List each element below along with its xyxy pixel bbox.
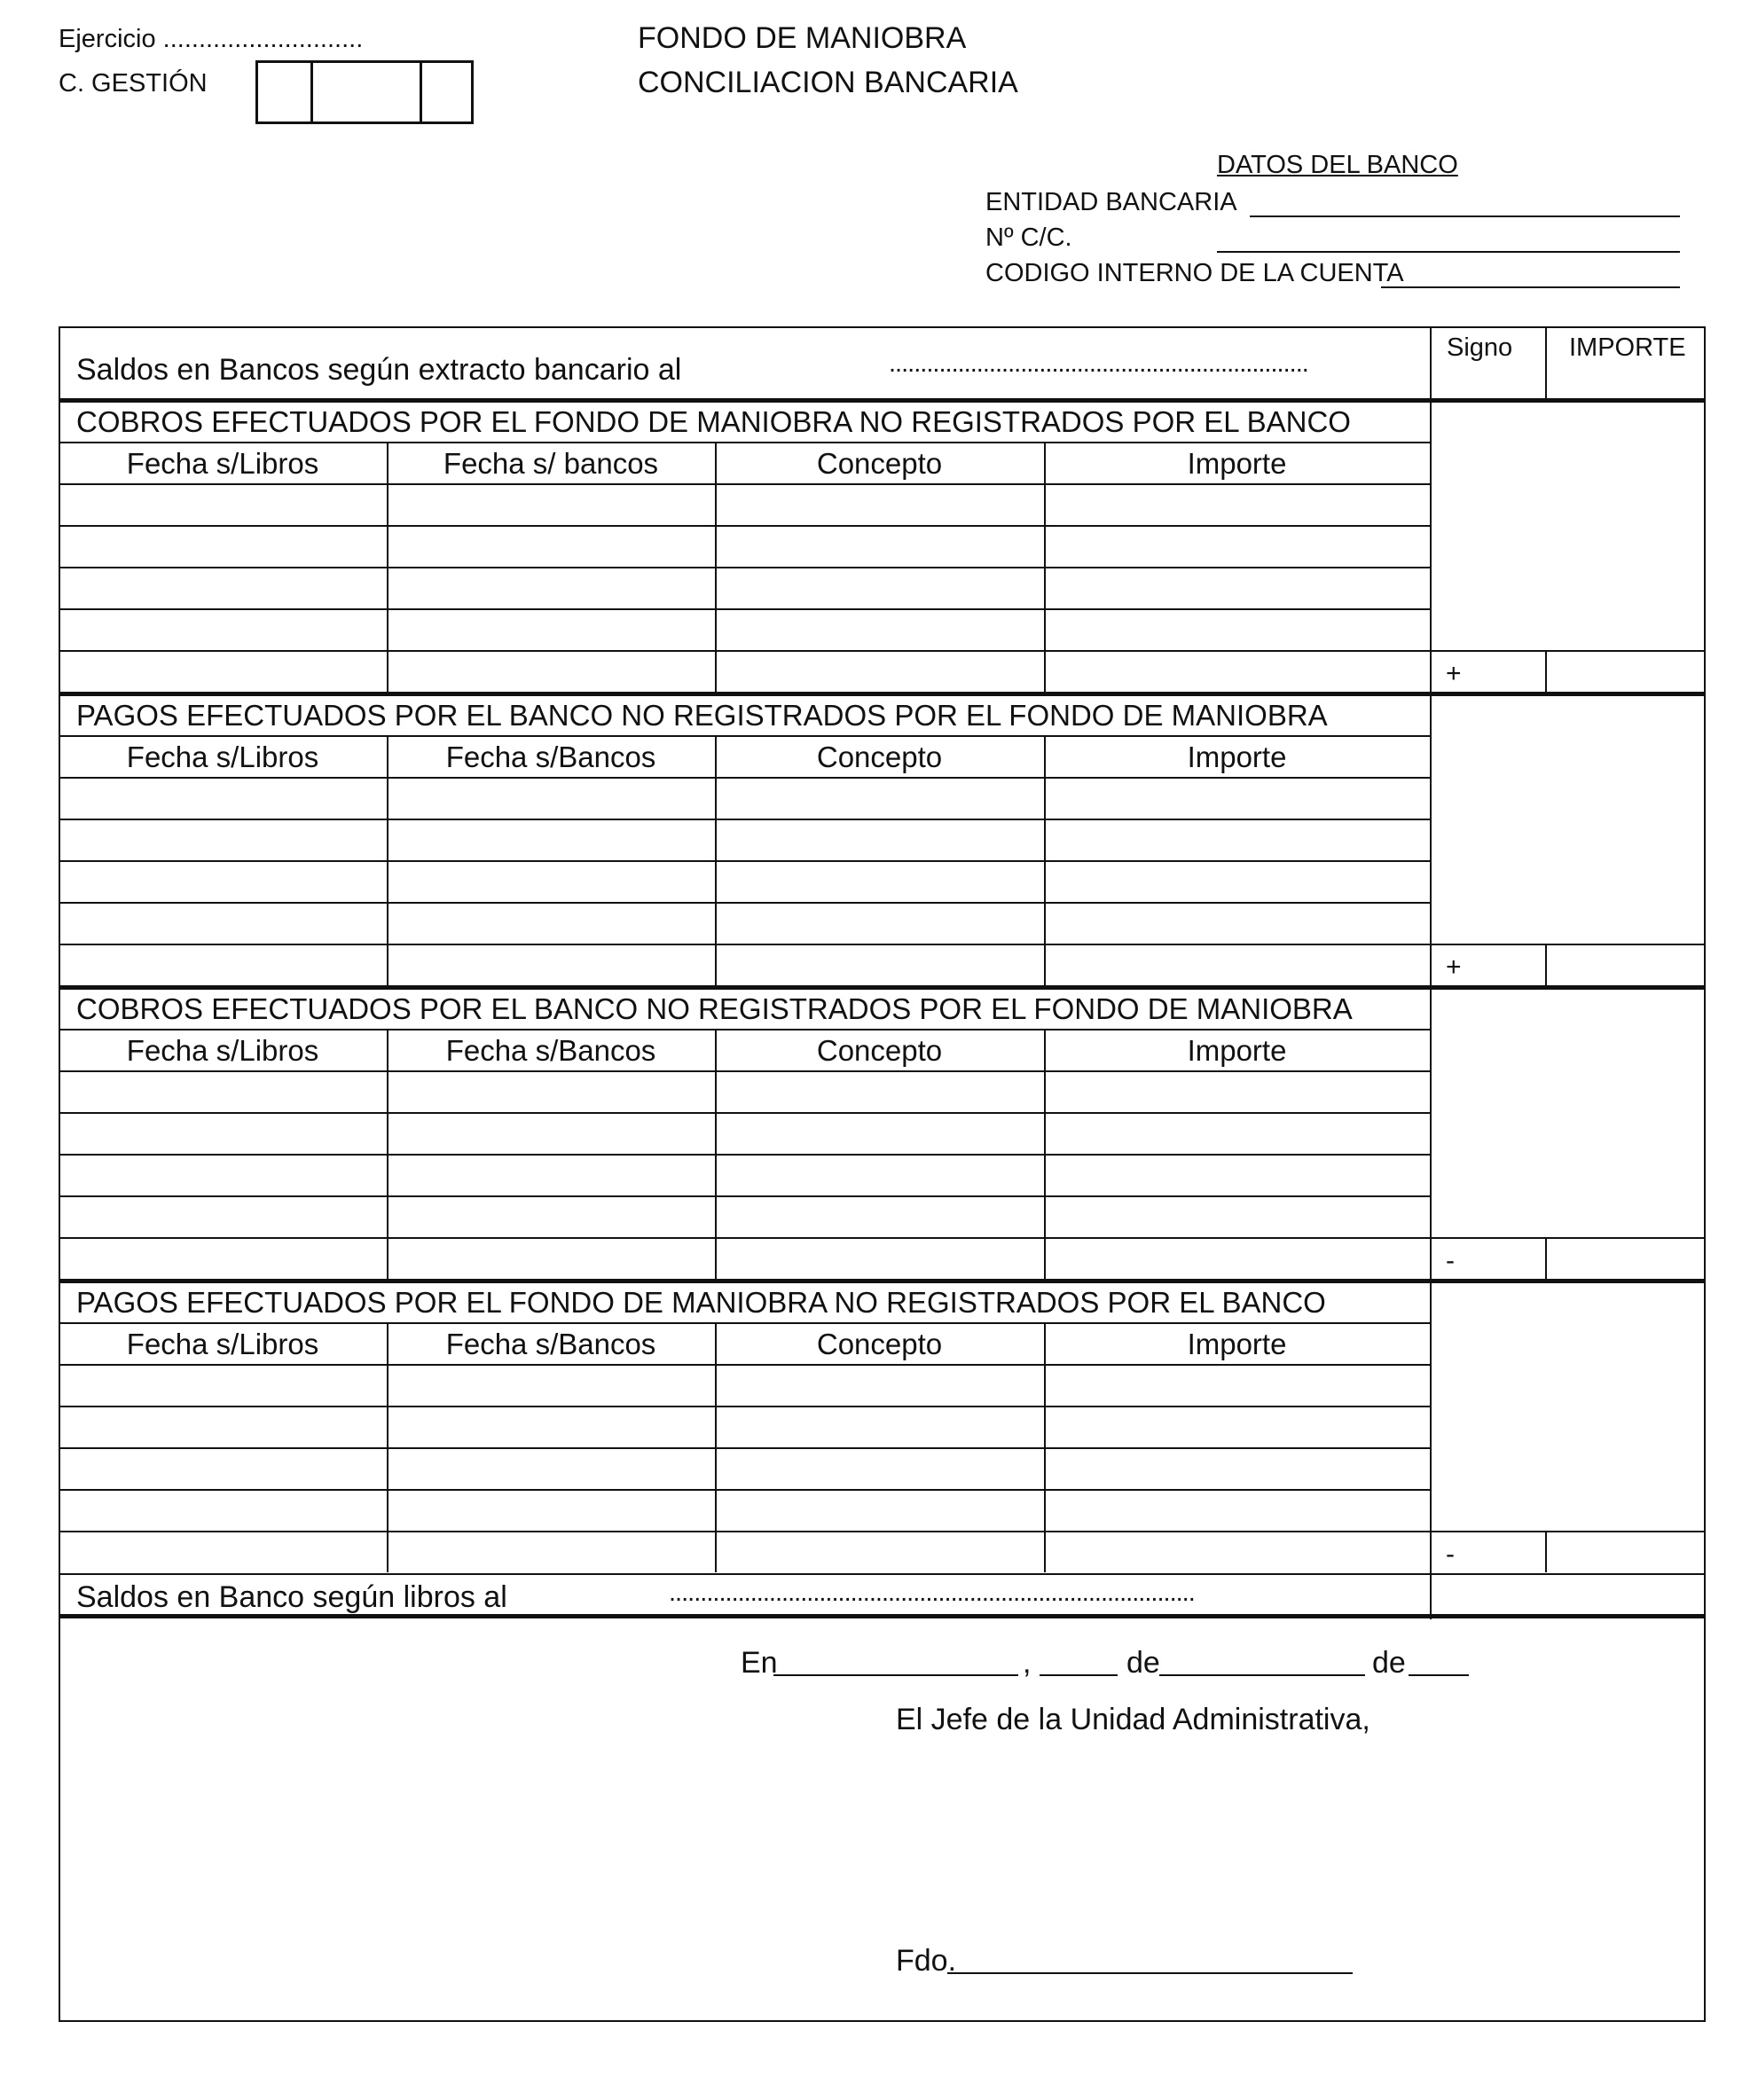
sign-divider — [1545, 650, 1547, 692]
table-cell[interactable] — [1047, 1492, 1427, 1528]
table-cell[interactable] — [61, 569, 384, 606]
fdo-label: Fdo. — [896, 1944, 957, 1978]
sign-row-rule — [1430, 650, 1706, 652]
column-header: Fecha s/Bancos — [445, 740, 656, 773]
table-cell[interactable] — [389, 821, 712, 858]
table-cell[interactable] — [389, 1156, 712, 1193]
column-header: Importe — [1187, 740, 1287, 773]
row-rule — [59, 1195, 1430, 1197]
column-header: Fecha s/Bancos — [445, 1328, 656, 1360]
page-title: FONDO DE MANIOBRA — [638, 21, 967, 55]
table-cell[interactable] — [718, 528, 1041, 564]
cc-input-line[interactable] — [1217, 251, 1680, 253]
codigo-input-line[interactable] — [1381, 286, 1680, 288]
table-cell[interactable] — [61, 1198, 384, 1234]
table-cell[interactable] — [389, 905, 712, 941]
cgestion-divider — [310, 60, 313, 124]
column-header: Concepto — [816, 740, 943, 773]
signo-header: Signo — [1447, 333, 1513, 362]
table-cell[interactable] — [389, 1450, 712, 1486]
title-rule — [59, 1322, 1430, 1324]
table-cell[interactable] — [1047, 1533, 1427, 1570]
entidad-input-line[interactable] — [1250, 215, 1680, 217]
column-divider — [715, 1029, 717, 1279]
table-cell[interactable] — [389, 653, 712, 689]
table-cell[interactable] — [718, 569, 1041, 606]
table-cell[interactable] — [389, 1367, 712, 1403]
table-cell[interactable] — [1047, 653, 1427, 689]
column-divider — [715, 735, 717, 985]
row-rule — [59, 525, 1430, 527]
column-header: Importe — [1187, 447, 1287, 480]
table-cell[interactable] — [1047, 905, 1427, 941]
sign-symbol: + — [1446, 952, 1462, 982]
column-divider — [387, 442, 388, 692]
column-header: Fecha s/Libros — [126, 740, 319, 773]
table-cell[interactable] — [389, 1240, 712, 1276]
table-cell[interactable] — [389, 486, 712, 522]
sign-row-rule — [1430, 1237, 1706, 1239]
column-divider — [1044, 735, 1046, 985]
section-rule — [59, 1279, 1706, 1283]
cc-label: Nº C/C. — [985, 223, 1072, 252]
row-rule — [59, 650, 1430, 652]
row-rule — [59, 860, 1430, 862]
column-header: Concepto — [816, 447, 943, 480]
table-cell[interactable] — [718, 1367, 1041, 1403]
table-cell[interactable] — [61, 1450, 384, 1486]
column-header: Fecha s/ bancos — [443, 447, 659, 480]
column-header: Importe — [1187, 1328, 1287, 1360]
title-rule — [59, 735, 1430, 737]
importe-cell[interactable] — [1549, 654, 1700, 688]
row-rule — [59, 777, 1430, 779]
place-label: En — [741, 1646, 778, 1680]
row-rule — [59, 1489, 1430, 1491]
table-cell[interactable] — [61, 1156, 384, 1193]
column-divider — [715, 442, 717, 692]
table-cell[interactable] — [1047, 863, 1427, 899]
table-cell[interactable] — [1047, 821, 1427, 858]
row-rule — [59, 902, 1430, 904]
table-cell[interactable] — [389, 1533, 712, 1570]
table-cell[interactable] — [718, 1408, 1041, 1445]
table-cell[interactable] — [1047, 611, 1427, 647]
row-rule — [59, 567, 1430, 568]
row-rule — [59, 1112, 1430, 1114]
column-divider — [1044, 442, 1046, 692]
cgestion-label: C. GESTIÓN — [59, 69, 208, 98]
table-cell[interactable] — [1047, 1115, 1427, 1151]
column-header: Fecha s/Libros — [126, 1328, 319, 1360]
table-cell[interactable] — [61, 905, 384, 941]
table-cell[interactable] — [718, 1240, 1041, 1276]
section-title: PAGOS EFECTUADOS POR EL BANCO NO REGISTRADOS POR EL FONDO DE MANIOBRA — [76, 699, 1328, 732]
row-rule — [59, 483, 1430, 485]
table-cell[interactable] — [61, 1115, 384, 1151]
column-header: Importe — [1187, 1034, 1287, 1067]
entidad-label: ENTIDAD BANCARIA — [985, 188, 1237, 216]
month-input-line[interactable] — [1159, 1674, 1365, 1676]
importe-cell[interactable] — [1549, 947, 1700, 982]
title-rule — [59, 1029, 1430, 1030]
saldo-row-rule — [59, 1573, 1706, 1575]
section-title: COBROS EFECTUADOS POR EL FONDO DE MANIOBRA NO REGISTRADOS POR EL BANCO — [76, 405, 1351, 438]
ejercicio-dots: ............................ — [162, 25, 364, 53]
table-cell[interactable] — [61, 1533, 384, 1570]
importe-cell[interactable] — [1549, 1534, 1700, 1569]
column-divider — [387, 1029, 388, 1279]
table-cell[interactable] — [718, 905, 1041, 941]
row-rule — [59, 1364, 1430, 1366]
row-rule — [59, 1070, 1430, 1072]
table-cell[interactable] — [61, 1073, 384, 1109]
table-cell[interactable] — [61, 1408, 384, 1445]
table-cell[interactable] — [718, 863, 1041, 899]
table-cell[interactable] — [718, 1156, 1041, 1193]
table-cell[interactable] — [61, 780, 384, 816]
title-rule — [59, 442, 1430, 443]
table-cell[interactable] — [1047, 569, 1427, 606]
table-cell[interactable] — [1047, 1073, 1427, 1109]
column-header: Fecha s/Libros — [126, 1034, 319, 1067]
table-cell[interactable] — [389, 946, 712, 983]
saldo-extracto-label: Saldos en Bancos según extracto bancario al — [76, 353, 682, 387]
table-cell[interactable] — [61, 821, 384, 858]
table-cell[interactable] — [718, 780, 1041, 816]
table-cell[interactable] — [718, 1198, 1041, 1234]
ejercicio-field[interactable] — [59, 25, 363, 54]
table-cell[interactable] — [718, 653, 1041, 689]
row-rule — [59, 1406, 1430, 1407]
table-cell[interactable] — [61, 653, 384, 689]
row-rule — [59, 1237, 1430, 1239]
table-cell[interactable] — [1047, 1198, 1427, 1234]
column-divider — [1044, 1322, 1046, 1572]
table-cell[interactable] — [718, 1450, 1041, 1486]
table-cell[interactable] — [1047, 946, 1427, 983]
section-title: PAGOS EFECTUADOS POR EL FONDO DE MANIOBRA NO REGISTRADOS POR EL BANCO — [76, 1286, 1326, 1319]
section-title: COBROS EFECTUADOS POR EL BANCO NO REGISTRADOS POR EL FONDO DE MANIOBRA — [76, 992, 1353, 1025]
table-cell[interactable] — [1047, 1240, 1427, 1276]
year-input-line[interactable] — [1409, 1674, 1469, 1676]
table-cell[interactable] — [389, 1115, 712, 1151]
place-input-line[interactable] — [773, 1674, 1018, 1676]
ejercicio-label: Ejercicio — [59, 25, 156, 53]
table-cell[interactable] — [61, 1492, 384, 1528]
table-cell[interactable] — [1047, 1367, 1427, 1403]
cgestion-code-box[interactable] — [255, 60, 474, 124]
table-cell[interactable] — [1047, 1156, 1427, 1193]
column-divider — [387, 735, 388, 985]
sign-symbol: - — [1446, 1540, 1455, 1569]
sign-divider — [1545, 944, 1547, 985]
sign-divider — [1545, 1237, 1547, 1279]
column-header: Concepto — [816, 1328, 943, 1360]
table-cell[interactable] — [718, 946, 1041, 983]
row-rule — [59, 1154, 1430, 1156]
column-divider — [715, 1322, 717, 1572]
table-cell[interactable] — [61, 611, 384, 647]
saldo-libros-dots[interactable]: .................................................................................... — [669, 1579, 1195, 1607]
table-cell[interactable] — [61, 1367, 384, 1403]
table-cell[interactable] — [389, 528, 712, 564]
saldo-extracto-dots[interactable]: ................................................................... — [889, 349, 1308, 378]
de-label-1: de — [1126, 1646, 1160, 1680]
row-rule — [59, 1447, 1430, 1449]
row-rule — [59, 819, 1430, 820]
column-divider — [1044, 1029, 1046, 1279]
table-cell[interactable] — [718, 486, 1041, 522]
importe-cell[interactable] — [1549, 1241, 1700, 1275]
column-header: Fecha s/Bancos — [445, 1034, 656, 1067]
sign-row-rule — [1430, 944, 1706, 945]
page-subtitle: CONCILIACION BANCARIA — [638, 66, 1018, 99]
bank-heading: DATOS DEL BANCO — [1217, 151, 1458, 179]
table-cell[interactable] — [718, 1492, 1041, 1528]
table-cell[interactable] — [1047, 486, 1427, 522]
table-cell[interactable] — [718, 611, 1041, 647]
table-cell[interactable] — [61, 1240, 384, 1276]
sign-symbol: - — [1446, 1246, 1455, 1275]
codigo-label: CODIGO INTERNO DE LA CUENTA — [985, 259, 1404, 287]
table-cell[interactable] — [1047, 1450, 1427, 1486]
table-cell[interactable] — [389, 863, 712, 899]
row-rule — [59, 1531, 1430, 1532]
table-cell[interactable] — [389, 1198, 712, 1234]
table-cell[interactable] — [718, 1115, 1041, 1151]
table-cell[interactable] — [718, 821, 1041, 858]
importe-column-divider — [1545, 326, 1547, 400]
table-cell[interactable] — [389, 1073, 712, 1109]
table-cell[interactable] — [389, 611, 712, 647]
section-rule — [59, 398, 1706, 403]
table-cell[interactable] — [718, 1533, 1041, 1570]
comma: , — [1023, 1646, 1032, 1680]
saldo-libros-label: Saldos en Banco según libros al — [76, 1580, 507, 1614]
table-cell[interactable] — [1047, 1408, 1427, 1445]
column-header: Concepto — [816, 1034, 943, 1067]
saldo-libros-importe-cell[interactable] — [1433, 1577, 1700, 1612]
signature-input-line[interactable] — [947, 1972, 1353, 1974]
section-rule — [59, 985, 1706, 990]
importe-header: IMPORTE — [1569, 333, 1686, 362]
table-cell[interactable] — [61, 863, 384, 899]
table-cell[interactable] — [389, 780, 712, 816]
row-rule — [59, 608, 1430, 610]
sign-divider — [1545, 1531, 1547, 1572]
table-cell[interactable] — [61, 528, 384, 564]
table-cell[interactable] — [61, 486, 384, 522]
signo-column-divider — [1430, 326, 1432, 1619]
table-cell[interactable] — [389, 569, 712, 606]
de-label-2: de — [1372, 1646, 1406, 1680]
jefe-label: El Jefe de la Unidad Administrativa, — [896, 1703, 1370, 1736]
row-rule — [59, 944, 1430, 945]
table-cell[interactable] — [1047, 528, 1427, 564]
table-cell[interactable] — [718, 1073, 1041, 1109]
table-cell[interactable] — [389, 1492, 712, 1528]
column-header: Fecha s/Libros — [126, 447, 319, 480]
section-rule — [59, 692, 1706, 696]
sign-row-rule — [1430, 1531, 1706, 1532]
day-input-line[interactable] — [1040, 1674, 1118, 1676]
table-cell[interactable] — [389, 1408, 712, 1445]
sign-symbol: + — [1446, 659, 1462, 688]
table-cell[interactable] — [61, 946, 384, 983]
cgestion-divider — [420, 60, 422, 124]
column-divider — [387, 1322, 388, 1572]
table-cell[interactable] — [1047, 780, 1427, 816]
